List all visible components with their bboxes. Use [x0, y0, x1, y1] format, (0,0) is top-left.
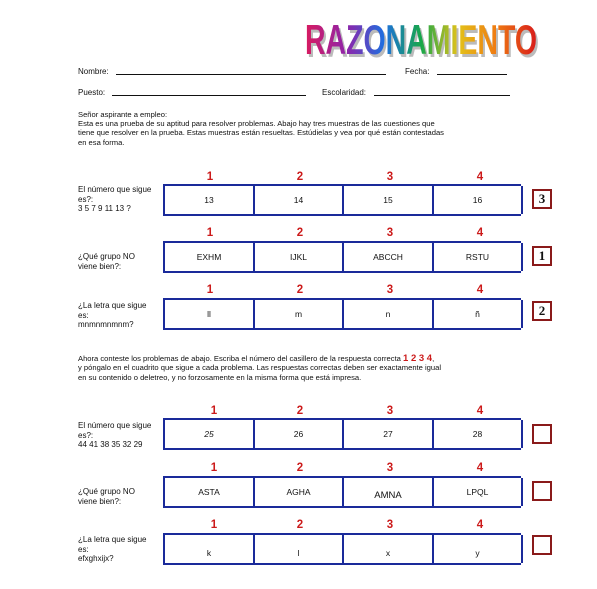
intro-body: Esta es una prueba de su aptitud para resolver problemas. Abajo hay tres muestras de las cuestiones que tiene que resolver en la prueba. Estas muestras están resueltas. Estúdielas y vea por qué están contestadas en esa forma. — [78, 119, 444, 147]
example-question: El número que sigue es?: 3 5 7 9 11 13 ? — [78, 185, 152, 213]
option-4: 16 — [432, 186, 523, 214]
option-1[interactable]: 25 — [163, 420, 253, 448]
option-3[interactable]: x — [342, 535, 432, 563]
column-number-4: 4 — [476, 227, 484, 239]
option-2: m — [253, 300, 342, 328]
column-number-2: 2 — [296, 405, 304, 417]
nombre-field[interactable] — [116, 74, 386, 75]
column-number-4: 4 — [476, 284, 484, 296]
option-4[interactable]: LPQL — [432, 478, 523, 506]
page-title — [298, 14, 548, 66]
instructions — [78, 354, 538, 382]
answer-box[interactable] — [532, 481, 552, 501]
answer-box: 3 — [532, 189, 552, 209]
example-options — [163, 298, 521, 330]
instructions-numbers: 1 2 3 4 — [403, 353, 433, 364]
option-1: ll — [163, 300, 253, 328]
column-number-2: 2 — [296, 227, 304, 239]
option-4: RSTU — [432, 243, 523, 271]
fecha-label: Fecha: — [405, 67, 430, 76]
example-options — [163, 241, 521, 273]
column-number-1: 1 — [206, 171, 214, 183]
option-2[interactable]: AGHA — [253, 478, 342, 506]
column-number-2: 2 — [296, 519, 304, 531]
column-number-2: 2 — [296, 284, 304, 296]
column-number-3: 3 — [386, 171, 394, 183]
puesto-label: Puesto: — [78, 88, 106, 97]
example-question: ¿La letra que sigue es: mnmnmnmnm? — [78, 301, 147, 329]
instructions-part1: Ahora conteste los problemas de abajo. Escriba el número del casillero de la respuesta correcta — [78, 354, 404, 363]
column-number-4: 4 — [476, 462, 484, 474]
column-number-1: 1 — [210, 405, 218, 417]
answer-box[interactable] — [532, 424, 552, 444]
puesto-field[interactable] — [112, 95, 306, 96]
answer-box: 1 — [532, 246, 552, 266]
option-2: 14 — [253, 186, 342, 214]
option-3: n — [342, 300, 432, 328]
option-1: EXHM — [163, 243, 253, 271]
column-number-1: 1 — [210, 519, 218, 531]
option-1[interactable]: ASTA — [163, 478, 253, 506]
option-3: 15 — [342, 186, 432, 214]
column-number-4: 4 — [476, 171, 484, 183]
problem-question: El número que sigue es?: 44 41 38 35 32 29 — [78, 421, 152, 449]
option-2: IJKL — [253, 243, 342, 271]
problem-options — [163, 418, 521, 450]
instructions-part2: , y póngalo en el cuadrito que sigue a cada problema. Las respuestas correctas deben ser exactamente igual en su contenido o deletreo, y no forzosamente en la misma forma que está impresa. — [78, 354, 442, 382]
problem-question: ¿La letra que sigue es: efxghxijx? — [78, 535, 147, 563]
escolaridad-field[interactable] — [374, 95, 510, 96]
answer-box[interactable] — [532, 535, 552, 555]
column-number-4: 4 — [476, 405, 484, 417]
column-number-3: 3 — [386, 462, 394, 474]
column-number-4: 4 — [476, 519, 484, 531]
column-number-2: 2 — [296, 462, 304, 474]
title-shadow: RAZONAMIENTO — [307, 19, 539, 66]
example-question: ¿Qué grupo NO viene bien?: — [78, 252, 135, 271]
option-2[interactable]: 26 — [253, 420, 342, 448]
fecha-field[interactable] — [437, 74, 507, 75]
option-1: 13 — [163, 186, 253, 214]
column-number-2: 2 — [296, 171, 304, 183]
column-number-1: 1 — [210, 462, 218, 474]
option-4[interactable]: y — [432, 535, 523, 563]
option-3: ABCCH — [342, 243, 432, 271]
column-number-1: 1 — [206, 227, 214, 239]
column-number-3: 3 — [386, 227, 394, 239]
column-number-3: 3 — [386, 284, 394, 296]
column-number-1: 1 — [206, 284, 214, 296]
problem-options — [163, 476, 521, 508]
column-number-3: 3 — [386, 405, 394, 417]
option-4: ñ — [432, 300, 523, 328]
nombre-label: Nombre: — [78, 67, 109, 76]
option-2[interactable]: l — [253, 535, 342, 563]
answer-box: 2 — [532, 301, 552, 321]
problem-question: ¿Qué grupo NO viene bien?: — [78, 487, 135, 506]
title-text: RAZONAMIENTO — [305, 16, 537, 63]
escolaridad-label: Escolaridad: — [322, 88, 367, 97]
option-4[interactable]: 28 — [432, 420, 523, 448]
intro-greeting: Señor aspirante a empleo: — [78, 110, 168, 119]
column-number-3: 3 — [386, 519, 394, 531]
problem-options — [163, 533, 521, 565]
option-1[interactable]: k — [163, 535, 253, 563]
example-options — [163, 184, 521, 216]
option-3[interactable]: AMNA — [342, 478, 432, 506]
option-3[interactable]: 27 — [342, 420, 432, 448]
